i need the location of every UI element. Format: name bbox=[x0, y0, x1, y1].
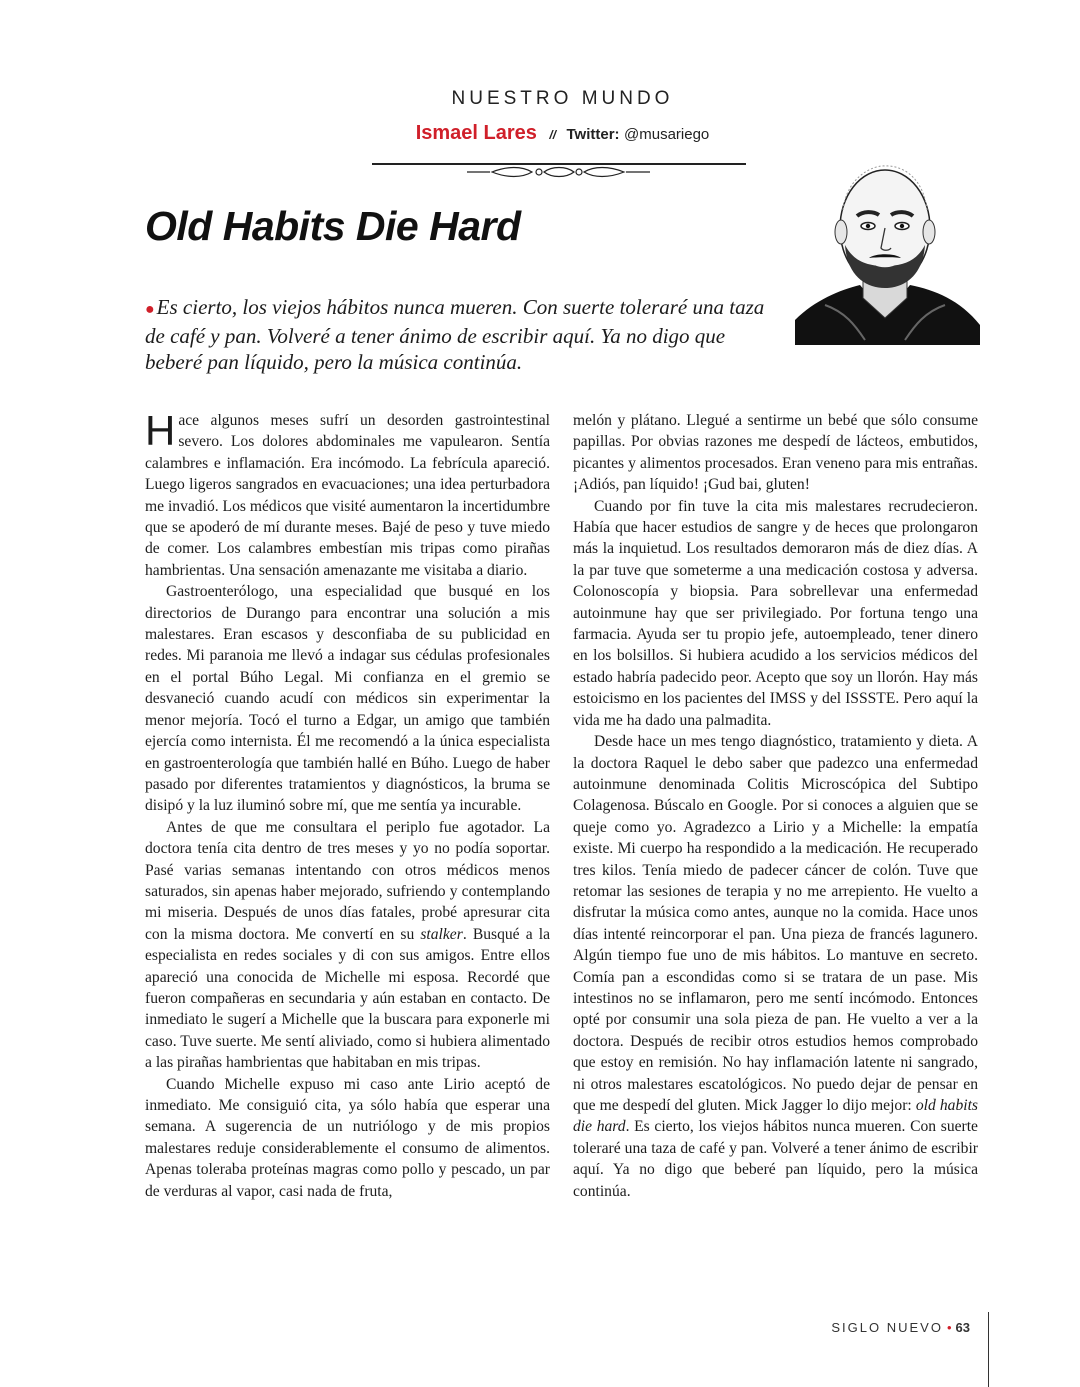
footer-bullet: • bbox=[946, 1320, 952, 1335]
paragraph: Cuando Michelle expuso mi caso ante Lirio aceptó de inmediato. Me consiguió cita, ya sólo había que esperar una semana. A sugerencia de un nutriólogo y de mis propios malestares reduje considerablemente el consumo de alimentos. Apenas toleraba proteínas magras como pollo y pescado, un par de verduras al vapor, casi nada de fruta, bbox=[145, 1075, 550, 1200]
paragraph bbox=[145, 407, 550, 581]
drop-cap: H bbox=[145, 407, 176, 454]
paragraph-text: . Busqué a la especialista en redes sociales y di con sus amigos. Entre ellos apareció una conocida de Michelle mi esposa. Recordé que fueron compañeras en secundaria y aún estaban en contacto. De inmediato le sugerí a Michelle que la buscara para exponerle mi caso. Tuve suerte. Me sentí aliviado, como si hubiera alimentado a las pirañas hambrientas que habitaban en mis tripas. bbox=[145, 925, 550, 1072]
byline bbox=[380, 122, 745, 145]
publication-name: SIGLO NUEVO bbox=[831, 1320, 943, 1335]
italic-term: old habits die hard bbox=[573, 1097, 978, 1136]
deck-bullet-icon: ● bbox=[145, 301, 155, 318]
paragraph bbox=[573, 731, 978, 1202]
section-title: NUESTRO MUNDO bbox=[451, 88, 674, 109]
paragraph: melón y plátano. Llegué a sentirme un bebé que sólo consume papillas. Por obvias razones me despedí de lácteos, embutidos, picantes y alimentos procesados. Eran veneno para mis entrañas. ¡Adiós, pan líquido! ¡Gud bai, gluten! bbox=[573, 412, 978, 494]
italic-term: stalker bbox=[420, 925, 463, 943]
paragraph: Gastroenterólogo, una especialidad que busqué en los directorios de Durango para encontrar una solución a mis malestares. Eran escasos y desconfiaba de su publicidad en redes. Mi paranoia me llevó a indagar sus cédulas profesionales en el portal Búho Legal. Mi confianza en el gremio se desvaneció cuando acudí con médicos sin experimentar la menor mejoría. Tocó el turno a Edgar, un amigo que también ejercía como internista. Él me recomendó a la única especialista en gastroenterología que también hallé en Búho. Luego de haber pasado por diferentes tratamientos y diagnósticos, la bruma se disipó y la luz iluminó sobre mí, que me sentía ya incurable. bbox=[145, 583, 550, 815]
footer-rule bbox=[988, 1312, 989, 1387]
twitter-label: Twitter: bbox=[566, 126, 620, 143]
paragraph-text: ace algunos meses sufrí un desorden gastrointestinal severo. Los dolores abdominales me vapulearon. Sentía calambres e inflamación. Era incómodo. La febrícula apareció. Luego ligeros sangrados en evacuaciones; una idea perturbadora me invadió. Los médicos que visité aumentaron la incertidumbre que se apoderó de mí durante meses. Bajé de peso y tuve miedo de comer. Los calambres embestían mis tripas como pirañas hambrientas. Una sensación amenazante me visitaba a diario. bbox=[145, 412, 550, 579]
paragraph-text: . Es cierto, los viejos hábitos nunca mueren. Con suerte toleraré una taza de café y pan. Volveré a tener ánimo de escribir aquí. Ya no digo que beberé pan líquido, pero la música continúa. bbox=[573, 1118, 978, 1200]
paragraph-text: Antes de que me consultara el periplo fue agotador. La doctora tenía cita dentro de tres meses y yo no podía soportar. Pasé varias semanas intentando con otros médicos menos saturados, sin apenas haber mejorado, sufriendo y contemplando mi miseria. Después de unos días fatales, probé apresurar cita con la misma doctora. Me convertí en su bbox=[145, 818, 550, 943]
paragraph-text: Desde hace un mes tengo diagnóstico, tratamiento y dieta. A la doctora Raquel le debo saber que padezco una enfermedad autoinmune denominada Colitis Microscópica del Subtipo Colagenosa. Búscalo en Google. Por si conoces a alguien que se queje como yo. Agradezco a Lirio y a Michelle: la empatía existe. Mi cuerpo ha respondido a la medicación. He recuperado tres kilos. Tenía miedo de padecer cáncer de colón. Tuve que retomar las sesiones de terapia y no me arrepiento. He vuelto a disfrutar la música como antes, aunque no la comida. Hace unos días intenté reincorporar el pan. Una pieza de francés lagunero. Algún tiempo fue uno de mis hábitos. Lo mantuve en secreto. Comía pan a escondidas como si se tratara de un pase. Mis intestinos no se inflamaron, pero me sentí incómodo. Entonces opté por consumir una sola pieza de pan. He vuelto a ver a la doctora. Después de recibir otros estudios hemos comprobado que estoy en remisión. No hay inflamación latente ni sangrado, ni otros malestares escatológicos. No puedo dejar de pensar en que me despedí del gluten. Mick Jagger lo dijo mejor: bbox=[573, 733, 978, 1114]
paragraph bbox=[145, 817, 550, 1074]
article-deck bbox=[145, 294, 765, 375]
page-number: 63 bbox=[955, 1320, 970, 1335]
deck-text: Es cierto, los viejos hábitos nunca mueren. Con suerte toleraré una taza de café y pan. Volveré a tener ánimo de escribir aquí. Ya no digo que beberé pan líquido, pero la música continúa. bbox=[145, 295, 765, 374]
twitter-handle: @musariego bbox=[624, 126, 710, 143]
author-name: Ismael Lares bbox=[415, 122, 537, 144]
author-portrait-icon bbox=[785, 140, 985, 350]
article-column-left bbox=[145, 407, 550, 1202]
article-title: Old Habits Die Hard bbox=[145, 203, 521, 249]
ornament-divider-icon bbox=[372, 156, 746, 180]
article-column-right bbox=[573, 410, 978, 1202]
page-footer bbox=[831, 1320, 970, 1335]
paragraph: Cuando por fin tuve la cita mis malestares recrudecieron. Había que hacer estudios de sangre y de heces que prolongaron más la inquietud. Los resultados demoraron más de diez días. A la par tuve que someterme a una medicación costosa y adversa. Colonoscopía y biopsia. Para sobrellevar una enfermedad autoinmune hay que ser privilegiado. Por fortuna tengo una farmacia. Ayuda ser tu propio jefe, autoempleado, tener dinero en los bolsillos. Si hubiera acudido a los servicios médicos del estado habría padecido peor. Acepto que soy un llorón. Hay más estoicismo en los pacientes del IMSS y del ISSSTE. Pero aquí la vida me ha dado una palmadita. bbox=[573, 497, 978, 729]
byline-separator: // bbox=[549, 128, 557, 142]
